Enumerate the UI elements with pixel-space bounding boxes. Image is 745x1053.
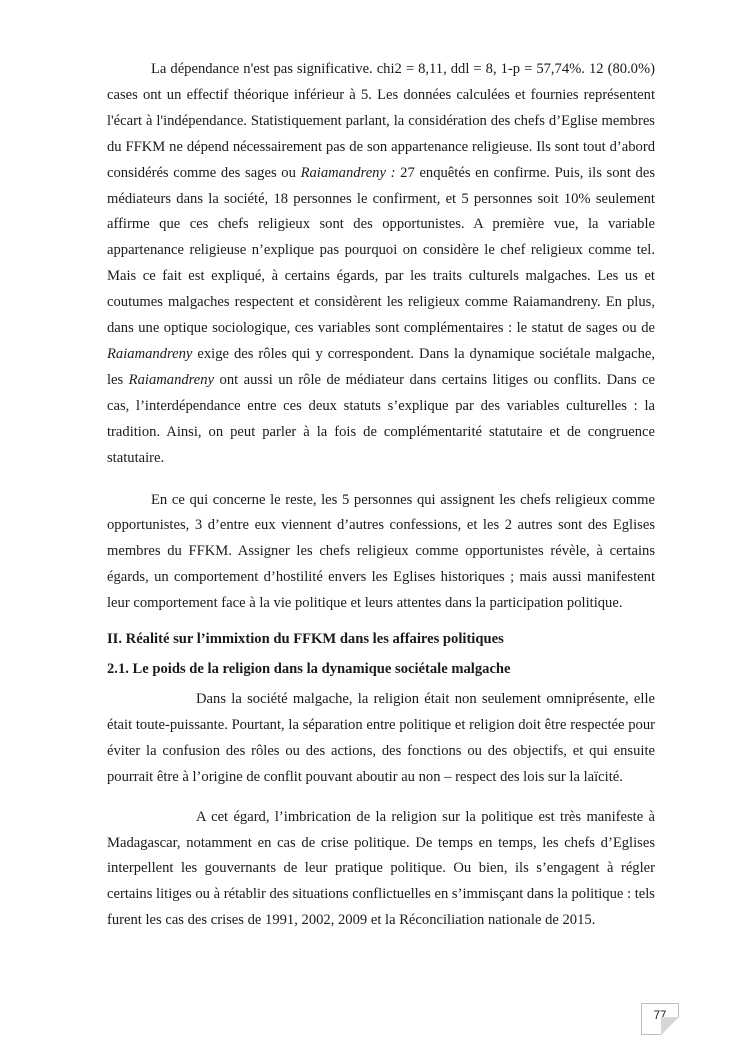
paragraph-religion-politics: A cet égard, l’imbrication de la religion sur la politique est très manifeste à Madagascar, notamment en cas de crise politique. De temps en temps, les chefs d’Eglises interpellent les gouvernants de leur pratique politique. Ou bien, ils s’engagent à régler certains litiges ou à rétablir des situations conflictuelles en s’immisçant dans la politique : tels furent les cas des crises de 1991, 2002, 2009 et la Réconciliation nationale de 2015.: [107, 808, 655, 929]
page-curl-icon: [661, 1017, 679, 1035]
paragraph-chi2-analysis: [107, 57, 655, 472]
italic-term: Raiamandreny: [128, 371, 215, 388]
text-segment: ont aussi un rôle de médiateur dans certains litiges ou conflits. Dans ce cas, l’interdépendance entre ces deux statuts s’explique par des variables culturelles : la tradition. Ainsi, on peut parler à la fois de complémentarité statutaire et de congruence statutaire.: [107, 371, 655, 466]
paragraph-spacer: [107, 472, 655, 488]
text-segment: 27 enquêtés en confirme. Puis, ils sont des médiateurs dans la société, 18 personnes le confirment, et 5 personnes soit 10% seulement affirme que ces chefs religieux sont des opportunistes. A première vue, la variable appartenance religieuse n’explique pas pourquoi on considère le chef religieux comme tel. Mais ce fait est expliqué, à certains égards, par les traits culturels malgaches. Les us et coutumes malgaches respectent et considèrent les religieux comme Raiamandreny. En plus, dans une optique sociologique, ces variables sont complémentaires : le statut de sages ou de: [107, 164, 655, 337]
paragraph-spacer: [107, 680, 655, 687]
paragraph-spacer: [107, 650, 655, 658]
text-segment: La dépendance n'est pas significative. chi2 = 8,11, ddl = 8, 1-p = 57,74%. 12 (80.0%) cases ont un effectif théorique inférieur à 5. Les données calculées et fournies représentent l'écart à l'indépendance. Statistiquement parlant, la considération des chefs d’Eglise membres du FFKM ne dépend nécessairement pas de son appartenance religieuse. Ils sont tout d’abord considérés comme des sages ou: [107, 61, 655, 181]
section-heading: II. Réalité sur l’immixtion du FFKM dans les affaires politiques: [107, 631, 504, 648]
subsection-heading: 2.1. Le poids de la religion dans la dynamique sociétale malgache: [107, 661, 511, 678]
italic-term: Raiamandreny: [107, 345, 193, 362]
italic-term: Raiamandreny :: [300, 164, 396, 181]
page-number: 77: [653, 1010, 667, 1022]
paragraph-spacer: [107, 617, 655, 628]
paragraph-religion-society: Dans la société malgache, la religion était non seulement omniprésente, elle était toute-puissante. Pourtant, la séparation entre politique et religion doit être respectée pour éviter la confusion des rôles ou des actions, des fonctions ou des objectifs, et qui ensuite pourrait être à l’origine de conflit pouvant aboutir au non – respect des lois sur la laïcité.: [107, 691, 655, 785]
page-number-box: [641, 1003, 679, 1035]
text-segment: exige des rôles qui y correspondent. Dans la dynamique sociétale malgache, les: [107, 345, 655, 388]
paragraph-opportunists: En ce qui concerne le reste, les 5 personnes qui assignent les chefs religieux comme opportunistes, 3 d’entre eux viennent d’autres confessions, et les 2 autres sont des Eglises membres du FFKM. Assigner les chefs religieux comme opportunistes révèle, à certains égards, un comportement d’hostilité envers les Eglises historiques ; mais aussi manifestent leur comportement face à la vie politique et leurs attentes dans la participation politique.: [107, 491, 655, 612]
document-body: [107, 57, 655, 934]
paragraph-spacer: [107, 791, 655, 805]
